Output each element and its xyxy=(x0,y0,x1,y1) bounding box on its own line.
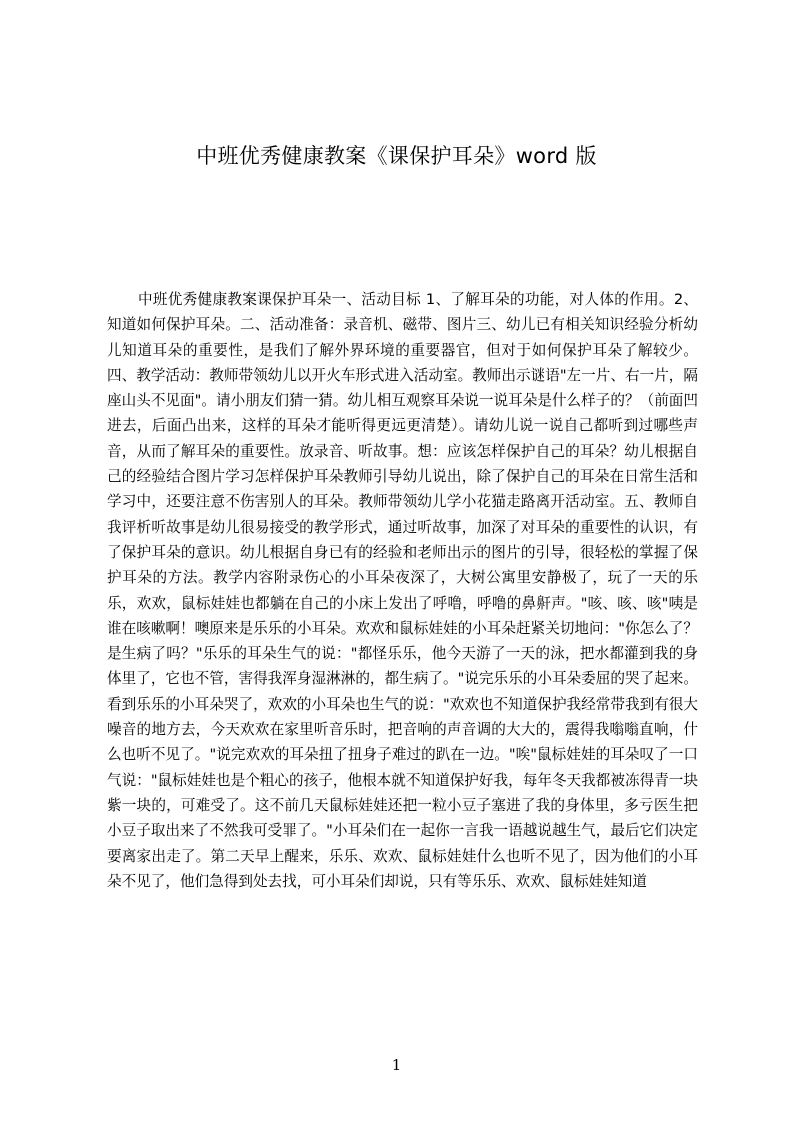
document-title: 中班优秀健康教案《课保护耳朵》word 版 xyxy=(196,144,597,168)
body-paragraph: 中班优秀健康教案课保护耳朵一、活动目标 1、了解耳朵的功能，对人体的作用。2、知道如何保护耳朵。二、活动准备：录音机、磁带、图片三、幼儿已有相关知识经验分析幼儿知道耳朵的重要性，是我们了解外界环境的重要器官，但对于如何保护耳朵了解较少。四、教学活动：教师带领幼儿以开火车形式进入活动室。教师出示谜语"左一片、右一片，隔座山头不见面"。请小朋友们猜一猜。幼儿相互观察耳朵说一说耳朵是什么样子的？（前面凹进去，后面凸出来，这样的耳朵才能听得更远更清楚）。请幼儿说一说自己都听到过哪些声音，从而了解耳朵的重要性。放录音、听故事。想：应该怎样保护自己的耳朵？幼儿根据自己的经验结合图片学习怎样保护耳朵教师引导幼儿说出，除了保护自己的耳朵在日常生活和学习中，还要注意不伤害别人的耳朵。教师带领幼儿学小花猫走路离开活动室。五、教师自我评析听故事是幼儿很易接受的教学形式，通过听故事，加深了对耳朵的重要性的认识，有了保护耳朵的意识。幼儿根据自身已有的经验和老师出示的图片的引导，很轻松的掌握了保护耳朵的方法。教学内容附录伤心的小耳朵夜深了，大树公寓里安静极了，玩了一天的乐乐，欢欢，鼠标娃娃也都躺在自己的小床上发出了呼噜，呼噜的鼻鼾声。"咳、咳、咳"咦是谁在咳嗽啊！噢原来是乐乐的小耳朵。欢欢和鼠标娃娃的小耳朵赶紧关切地问："你怎么了？是生病了吗？"乐乐的耳朵生气的说："都怪乐乐，他今天游了一天的泳，把水都灌到我的身体里了，它也不管，害得我浑身湿淋淋的，都生病了。"说完乐乐的小耳朵委屈的哭了起来。看到乐乐的小耳朵哭了，欢欢的小耳朵也生气的说："欢欢也不知道保护我经常带我到有很大噪音的地方去，今天欢欢在家里听音乐时，把音响的声音调的大大的，震得我嗡嗡直响，什么也听不见了。"说完欢欢的耳朵扭了扭身子难过的趴在一边。"唉"鼠标娃娃的耳朵叹了一口气说："鼠标娃娃也是个粗心的孩子，他根本就不知道保护好我，每年冬天我都被冻得青一块紫一块的，可难受了。这不前几天鼠标娃娃还把一粒小豆子塞进了我的身体里，多亏医生把小豆子取出来了不然我可受罪了。"小耳朵们在一起你一言我一语越说越生气，最后它们决定要离家出走了。第二天早上醒来，乐乐、欢欢、鼠标娃娃什么也听不见了，因为他们的小耳朵不见了，他们急得到处去找，可小耳朵们却说，只有等乐乐、欢欢、鼠标娃娃知道 xyxy=(107,291,698,890)
page-number: 1 xyxy=(391,1056,402,1074)
